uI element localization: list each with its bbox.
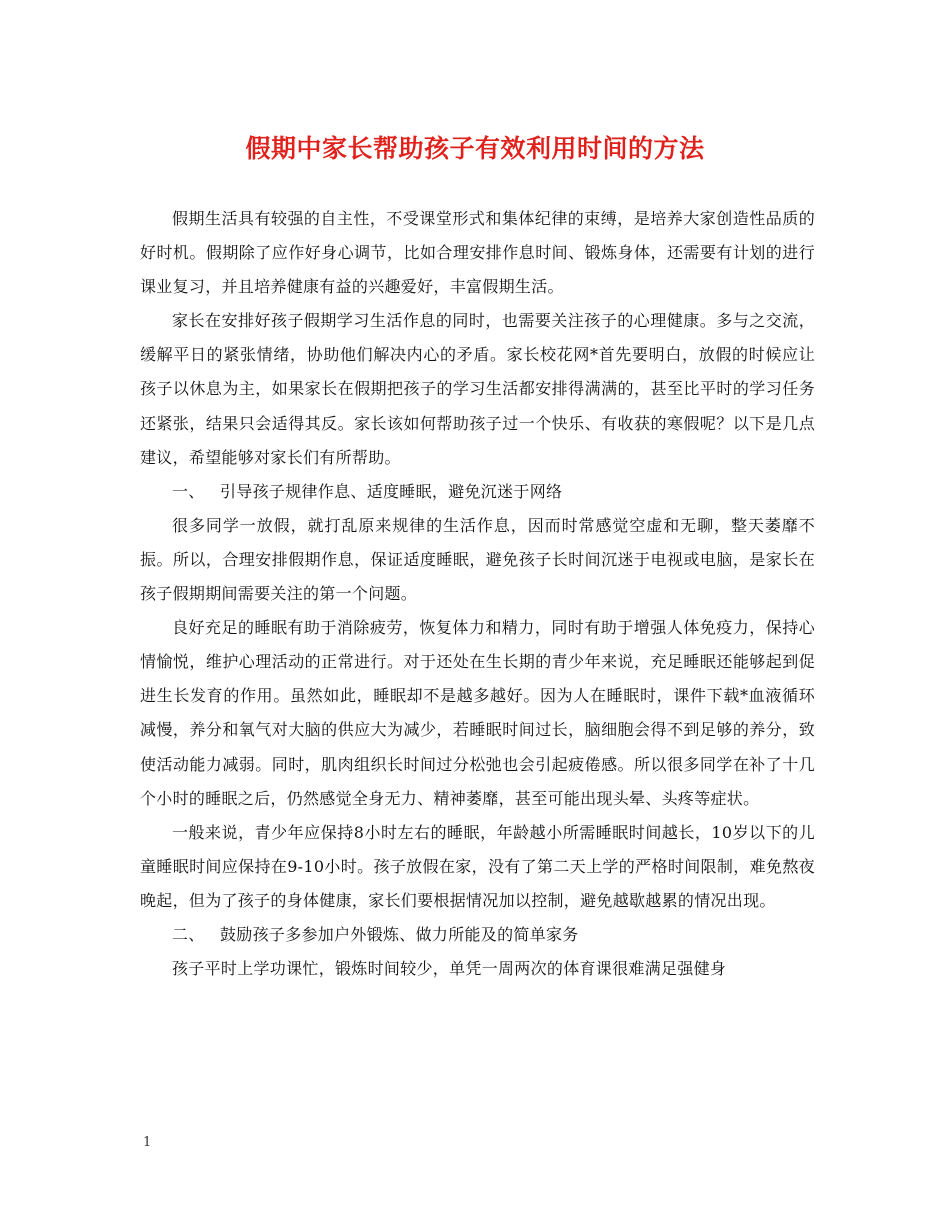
- section-heading-2: [140, 918, 815, 952]
- section-heading-text-1: 引导孩子规律作息、适度睡眠，避免沉迷于网络: [220, 481, 563, 501]
- section-heading-1: [140, 475, 815, 509]
- section-heading-text-2: 鼓励孩子多参加户外锻炼、做力所能及的简单家务: [220, 924, 579, 944]
- document-body: [140, 202, 815, 986]
- section-number-1: 一、: [172, 481, 205, 501]
- section1-paragraph-1: 很多同学一放假，就打乱原来规律的生活作息，因而时常感觉空虚和无聊，整天萎靡不振。所以，合理安排假期作息，保证适度睡眠，避免孩子长时间沉迷于电视或电脑，是家长在孩子假期期间需要关注的第一个问题。: [140, 515, 815, 604]
- document-title: 假期中家长帮助孩子有效利用时间的方法: [245, 134, 705, 163]
- section2-paragraph-1: 孩子平时上学功课忙，锻炼时间较少，单凭一周两次的体育课很难满足强健身: [172, 959, 727, 979]
- section1-paragraph-2: 良好充足的睡眠有助于消除疲劳，恢复体力和精力，同时有助于增强人体免疫力，保持心情愉悦，维护心理活动的正常进行。对于还处在生长期的青少年来说，充足睡眠还能够起到促进生长发育的作用。虽然如此，睡眠却不是越多越好。因为人在睡眠时，课件下载*血液循环减慢，养分和氧气对大脑的供应大为减少，若睡眠时间过长，脑细胞会得不到足够的养分，致使活动能力减弱。同时，肌肉组织长时间过分松弛也会引起疲倦感。所以很多同学在补了十几个小时的睡眠之后，仍然感觉全身无力、精神萎靡，甚至可能出现头晕、头疼等症状。: [140, 618, 815, 808]
- page-number: 1: [143, 1135, 152, 1150]
- section-number-2: 二、: [172, 924, 205, 944]
- section1-paragraph-3: 一般来说，青少年应保持8小时左右的睡眠，年龄越小所需睡眠时间越长，10岁以下的儿童睡眠时间应保持在9-10小时。孩子放假在家，没有了第二天上学的严格时间限制，难免熬夜晚起，但为了孩子的身体健康，家长们要根据情况加以控制，避免越歇越累的情况出现。: [140, 822, 815, 910]
- intro-paragraph-2: 家长在安排好孩子假期学习生活作息的同时，也需要关注孩子的心理健康。多与之交流，缓解平日的紧张情绪，协助他们解决内心的矛盾。家长校花网*首先要明白，放假的时候应让孩子以休息为主，如果家长在假期把孩子的学习生活都安排得满满的，甚至比平时的学习任务还紧张，结果只会适得其反。家长该如何帮助孩子过一个快乐、有收获的寒假呢？以下是几点建议，希望能够对家长们有所帮助。: [140, 311, 815, 467]
- intro-paragraph-1: 假期生活具有较强的自主性，不受课堂形式和集体纪律的束缚，是培养大家创造性品质的好时机。假期除了应作好身心调节，比如合理安排作息时间、锻炼身体，还需要有计划的进行课业复习，并且培养健康有益的兴趣爱好，丰富假期生活。: [140, 209, 815, 297]
